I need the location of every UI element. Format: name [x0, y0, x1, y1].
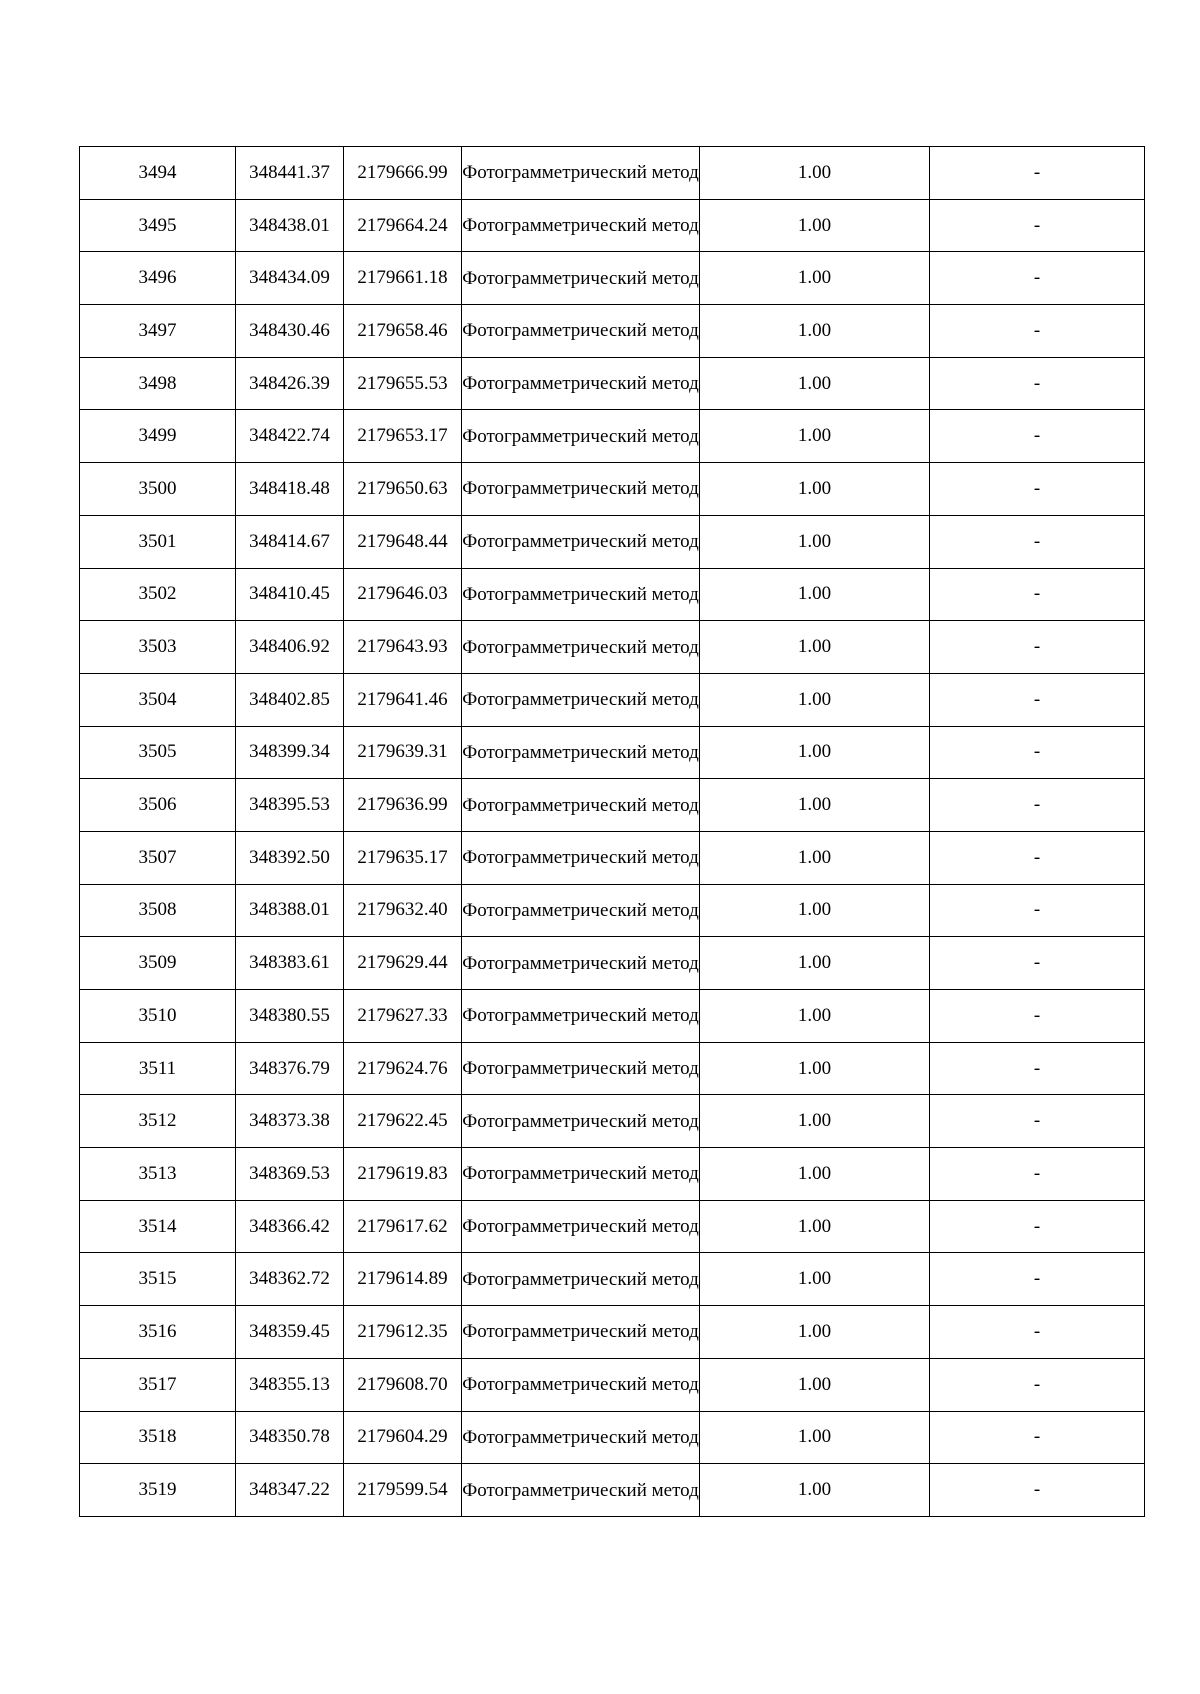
point-number-cell: 3511 — [80, 1042, 236, 1095]
y-coordinate-cell: 2179650.63 — [344, 463, 462, 516]
accuracy-cell: 1.00 — [700, 1464, 930, 1517]
table-row — [80, 515, 1145, 568]
table-row — [80, 305, 1145, 358]
table-row — [80, 1095, 1145, 1148]
method-cell: Фотограмметрический метод — [462, 621, 700, 674]
y-coordinate-cell: 2179658.46 — [344, 305, 462, 358]
accuracy-cell: 1.00 — [700, 357, 930, 410]
description-cell: - — [930, 147, 1145, 200]
table-row — [80, 410, 1145, 463]
description-cell: - — [930, 1200, 1145, 1253]
point-number-cell: 3503 — [80, 621, 236, 674]
description-cell: - — [930, 937, 1145, 990]
description-cell: - — [930, 621, 1145, 674]
x-coordinate-cell: 348388.01 — [236, 884, 344, 937]
method-cell: Фотограмметрический метод — [462, 1411, 700, 1464]
y-coordinate-cell: 2179622.45 — [344, 1095, 462, 1148]
point-number-cell: 3494 — [80, 147, 236, 200]
table-row — [80, 357, 1145, 410]
method-cell: Фотограмметрический метод — [462, 305, 700, 358]
table-row — [80, 726, 1145, 779]
table-row — [80, 252, 1145, 305]
accuracy-cell: 1.00 — [700, 726, 930, 779]
method-cell: Фотограмметрический метод — [462, 357, 700, 410]
accuracy-cell: 1.00 — [700, 884, 930, 937]
description-cell: - — [930, 1464, 1145, 1517]
table-row — [80, 621, 1145, 674]
method-cell: Фотограмметрический метод — [462, 779, 700, 832]
point-number-cell: 3497 — [80, 305, 236, 358]
table-row — [80, 199, 1145, 252]
accuracy-cell: 1.00 — [700, 252, 930, 305]
x-coordinate-cell: 348406.92 — [236, 621, 344, 674]
x-coordinate-cell: 348402.85 — [236, 673, 344, 726]
point-number-cell: 3495 — [80, 199, 236, 252]
table-row — [80, 1042, 1145, 1095]
method-cell: Фотограмметрический метод — [462, 1042, 700, 1095]
y-coordinate-cell: 2179655.53 — [344, 357, 462, 410]
table-row — [80, 1253, 1145, 1306]
y-coordinate-cell: 2179599.54 — [344, 1464, 462, 1517]
x-coordinate-cell: 348362.72 — [236, 1253, 344, 1306]
accuracy-cell: 1.00 — [700, 515, 930, 568]
description-cell: - — [930, 673, 1145, 726]
method-cell: Фотограмметрический метод — [462, 463, 700, 516]
description-cell: - — [930, 1095, 1145, 1148]
table-row — [80, 568, 1145, 621]
x-coordinate-cell: 348392.50 — [236, 831, 344, 884]
table-row — [80, 1306, 1145, 1359]
method-cell: Фотограмметрический метод — [462, 831, 700, 884]
method-cell: Фотограмметрический метод — [462, 673, 700, 726]
table-row — [80, 147, 1145, 200]
y-coordinate-cell: 2179648.44 — [344, 515, 462, 568]
accuracy-cell: 1.00 — [700, 305, 930, 358]
point-number-cell: 3509 — [80, 937, 236, 990]
description-cell: - — [930, 779, 1145, 832]
point-number-cell: 3496 — [80, 252, 236, 305]
method-cell: Фотограмметрический метод — [462, 1253, 700, 1306]
y-coordinate-cell: 2179664.24 — [344, 199, 462, 252]
table-row — [80, 673, 1145, 726]
table-row — [80, 1464, 1145, 1517]
description-cell: - — [930, 199, 1145, 252]
point-number-cell: 3506 — [80, 779, 236, 832]
y-coordinate-cell: 2179653.17 — [344, 410, 462, 463]
accuracy-cell: 1.00 — [700, 199, 930, 252]
x-coordinate-cell: 348359.45 — [236, 1306, 344, 1359]
method-cell: Фотограмметрический метод — [462, 1200, 700, 1253]
point-number-cell: 3516 — [80, 1306, 236, 1359]
x-coordinate-cell: 348376.79 — [236, 1042, 344, 1095]
description-cell: - — [930, 726, 1145, 779]
description-cell: - — [930, 568, 1145, 621]
method-cell: Фотограмметрический метод — [462, 1358, 700, 1411]
accuracy-cell: 1.00 — [700, 1042, 930, 1095]
point-number-cell: 3508 — [80, 884, 236, 937]
method-cell: Фотограмметрический метод — [462, 147, 700, 200]
y-coordinate-cell: 2179632.40 — [344, 884, 462, 937]
y-coordinate-cell: 2179619.83 — [344, 1148, 462, 1201]
method-cell: Фотограмметрический метод — [462, 937, 700, 990]
y-coordinate-cell: 2179635.17 — [344, 831, 462, 884]
y-coordinate-cell: 2179666.99 — [344, 147, 462, 200]
point-number-cell: 3499 — [80, 410, 236, 463]
y-coordinate-cell: 2179627.33 — [344, 990, 462, 1043]
y-coordinate-cell: 2179624.76 — [344, 1042, 462, 1095]
accuracy-cell: 1.00 — [700, 568, 930, 621]
point-number-cell: 3515 — [80, 1253, 236, 1306]
x-coordinate-cell: 348366.42 — [236, 1200, 344, 1253]
y-coordinate-cell: 2179636.99 — [344, 779, 462, 832]
x-coordinate-cell: 348418.48 — [236, 463, 344, 516]
x-coordinate-cell: 348380.55 — [236, 990, 344, 1043]
point-number-cell: 3518 — [80, 1411, 236, 1464]
description-cell: - — [930, 515, 1145, 568]
method-cell: Фотограмметрический метод — [462, 252, 700, 305]
table-row — [80, 779, 1145, 832]
x-coordinate-cell: 348414.67 — [236, 515, 344, 568]
table-row — [80, 831, 1145, 884]
y-coordinate-cell: 2179643.93 — [344, 621, 462, 674]
method-cell: Фотограмметрический метод — [462, 1306, 700, 1359]
x-coordinate-cell: 348347.22 — [236, 1464, 344, 1517]
x-coordinate-cell: 348395.53 — [236, 779, 344, 832]
table-row — [80, 1200, 1145, 1253]
description-cell: - — [930, 1148, 1145, 1201]
method-cell: Фотограмметрический метод — [462, 1464, 700, 1517]
point-number-cell: 3514 — [80, 1200, 236, 1253]
x-coordinate-cell: 348410.45 — [236, 568, 344, 621]
accuracy-cell: 1.00 — [700, 1358, 930, 1411]
point-number-cell: 3507 — [80, 831, 236, 884]
description-cell: - — [930, 357, 1145, 410]
point-number-cell: 3501 — [80, 515, 236, 568]
y-coordinate-cell: 2179646.03 — [344, 568, 462, 621]
description-cell: - — [930, 831, 1145, 884]
accuracy-cell: 1.00 — [700, 1095, 930, 1148]
accuracy-cell: 1.00 — [700, 1411, 930, 1464]
method-cell: Фотограмметрический метод — [462, 884, 700, 937]
accuracy-cell: 1.00 — [700, 673, 930, 726]
y-coordinate-cell: 2179614.89 — [344, 1253, 462, 1306]
x-coordinate-cell: 348350.78 — [236, 1411, 344, 1464]
x-coordinate-cell: 348422.74 — [236, 410, 344, 463]
description-cell: - — [930, 1042, 1145, 1095]
accuracy-cell: 1.00 — [700, 1200, 930, 1253]
x-coordinate-cell: 348438.01 — [236, 199, 344, 252]
description-cell: - — [930, 1306, 1145, 1359]
description-cell: - — [930, 884, 1145, 937]
x-coordinate-cell: 348430.46 — [236, 305, 344, 358]
point-number-cell: 3504 — [80, 673, 236, 726]
accuracy-cell: 1.00 — [700, 1306, 930, 1359]
description-cell: - — [930, 990, 1145, 1043]
method-cell: Фотограмметрический метод — [462, 410, 700, 463]
x-coordinate-cell: 348369.53 — [236, 1148, 344, 1201]
point-number-cell: 3512 — [80, 1095, 236, 1148]
y-coordinate-cell: 2179604.29 — [344, 1411, 462, 1464]
y-coordinate-cell: 2179639.31 — [344, 726, 462, 779]
accuracy-cell: 1.00 — [700, 1148, 930, 1201]
coordinates-table — [79, 146, 1145, 1517]
description-cell: - — [930, 1253, 1145, 1306]
y-coordinate-cell: 2179617.62 — [344, 1200, 462, 1253]
coordinates-table-body — [80, 147, 1145, 1517]
method-cell: Фотограмметрический метод — [462, 1148, 700, 1201]
table-row — [80, 1148, 1145, 1201]
point-number-cell: 3513 — [80, 1148, 236, 1201]
table-row — [80, 1358, 1145, 1411]
point-number-cell: 3519 — [80, 1464, 236, 1517]
x-coordinate-cell: 348355.13 — [236, 1358, 344, 1411]
x-coordinate-cell: 348441.37 — [236, 147, 344, 200]
accuracy-cell: 1.00 — [700, 147, 930, 200]
accuracy-cell: 1.00 — [700, 779, 930, 832]
x-coordinate-cell: 348373.38 — [236, 1095, 344, 1148]
method-cell: Фотограмметрический метод — [462, 1095, 700, 1148]
method-cell: Фотограмметрический метод — [462, 515, 700, 568]
table-row — [80, 463, 1145, 516]
point-number-cell: 3517 — [80, 1358, 236, 1411]
y-coordinate-cell: 2179629.44 — [344, 937, 462, 990]
method-cell: Фотограмметрический метод — [462, 199, 700, 252]
accuracy-cell: 1.00 — [700, 463, 930, 516]
description-cell: - — [930, 1358, 1145, 1411]
x-coordinate-cell: 348399.34 — [236, 726, 344, 779]
description-cell: - — [930, 463, 1145, 516]
x-coordinate-cell: 348434.09 — [236, 252, 344, 305]
table-row — [80, 884, 1145, 937]
x-coordinate-cell: 348383.61 — [236, 937, 344, 990]
point-number-cell: 3500 — [80, 463, 236, 516]
description-cell: - — [930, 410, 1145, 463]
y-coordinate-cell: 2179608.70 — [344, 1358, 462, 1411]
description-cell: - — [930, 1411, 1145, 1464]
method-cell: Фотограмметрический метод — [462, 568, 700, 621]
method-cell: Фотограмметрический метод — [462, 726, 700, 779]
y-coordinate-cell: 2179661.18 — [344, 252, 462, 305]
description-cell: - — [930, 252, 1145, 305]
point-number-cell: 3505 — [80, 726, 236, 779]
point-number-cell: 3498 — [80, 357, 236, 410]
description-cell: - — [930, 305, 1145, 358]
table-row — [80, 1411, 1145, 1464]
method-cell: Фотограмметрический метод — [462, 990, 700, 1043]
accuracy-cell: 1.00 — [700, 1253, 930, 1306]
accuracy-cell: 1.00 — [700, 990, 930, 1043]
table-row — [80, 990, 1145, 1043]
y-coordinate-cell: 2179641.46 — [344, 673, 462, 726]
point-number-cell: 3510 — [80, 990, 236, 1043]
accuracy-cell: 1.00 — [700, 410, 930, 463]
x-coordinate-cell: 348426.39 — [236, 357, 344, 410]
accuracy-cell: 1.00 — [700, 831, 930, 884]
point-number-cell: 3502 — [80, 568, 236, 621]
table-row — [80, 937, 1145, 990]
y-coordinate-cell: 2179612.35 — [344, 1306, 462, 1359]
accuracy-cell: 1.00 — [700, 621, 930, 674]
accuracy-cell: 1.00 — [700, 937, 930, 990]
